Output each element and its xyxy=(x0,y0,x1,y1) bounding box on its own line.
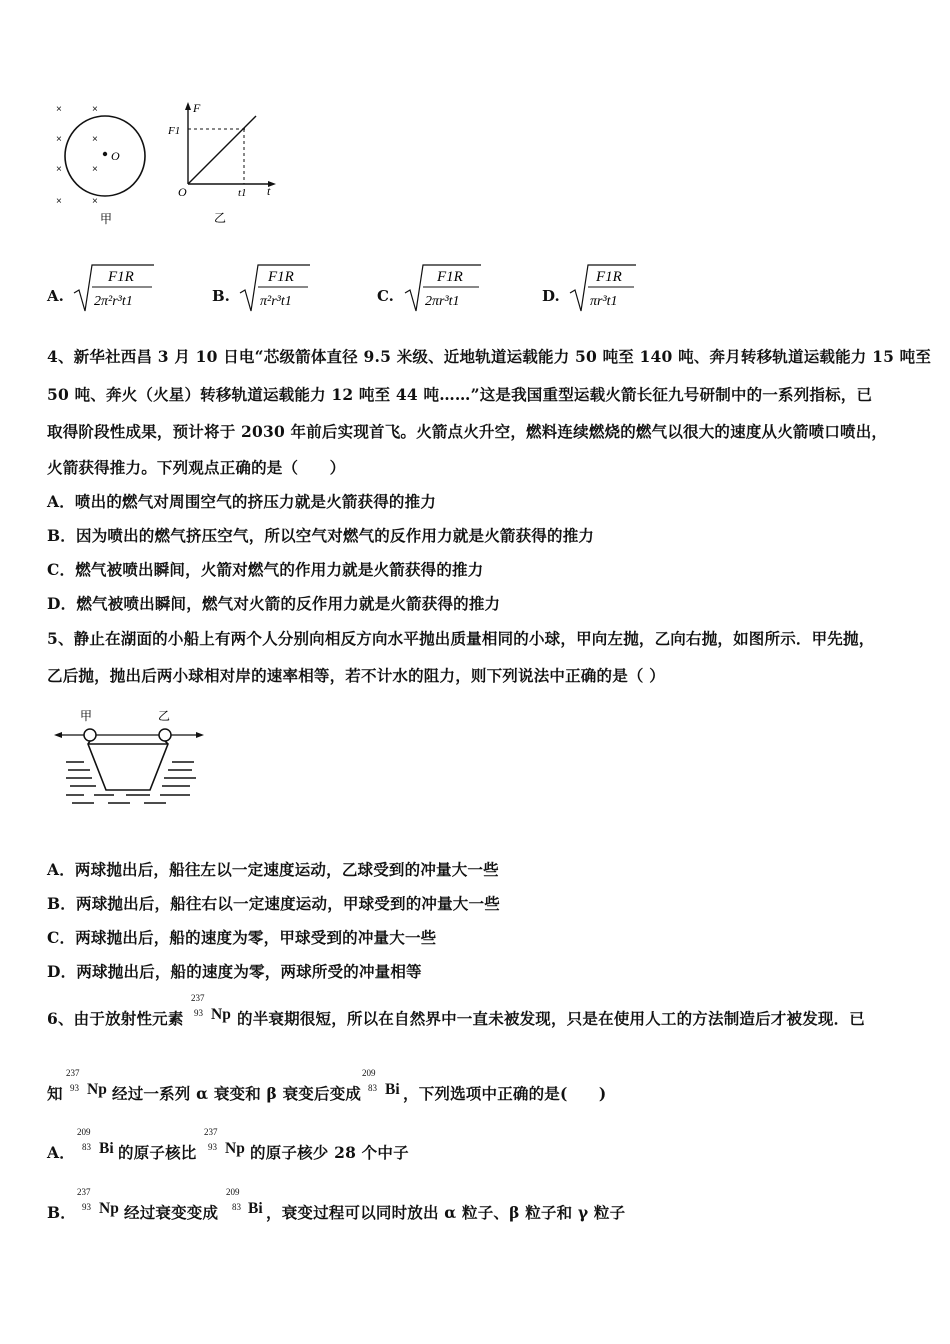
boat-hull xyxy=(88,741,168,790)
q3-option-a-label: A. xyxy=(47,287,64,305)
q5-option-b: B．两球抛出后，船往右以一定速度运动，甲球受到的冲量大一些 xyxy=(47,894,500,913)
q6-option-b-mid: 经过衰变变成 xyxy=(124,1203,219,1222)
q6-option-b-suffix: ，衰变过程可以同时放出 α 粒子、β 粒子和 γ 粒子 xyxy=(266,1203,626,1222)
q3-option-d-formula xyxy=(568,261,640,315)
q3-option-c-formula xyxy=(403,261,485,315)
force-time-graph xyxy=(168,96,286,228)
t1-label: t1 xyxy=(238,187,247,199)
svg-text:×: × xyxy=(56,196,62,207)
q6b-bi-mass: 209 xyxy=(226,1187,240,1197)
svg-text:F1R: F1R xyxy=(268,269,294,285)
q6-option-a-mid: 的原子核比 xyxy=(118,1143,197,1162)
q4-stem-line-3: 取得阶段性成果，预计将于 2030 年前后实现首飞。火箭点火升空，燃料连续燃烧的燃气以很大的速度从火箭喷口喷出， xyxy=(47,422,888,441)
q4-option-b: B．因为喷出的燃气挤压空气，所以空气对燃气的反作用力就是火箭获得的推力 xyxy=(47,526,595,545)
np-mass-number-2: 237 xyxy=(66,1068,80,1078)
q3-option-b-label: B. xyxy=(212,287,230,305)
left-arrow xyxy=(54,732,62,738)
boat-figure xyxy=(54,702,204,814)
q5-stem-line-2: 乙后抛，抛出后两小球相对岸的速率相等，若不计水的阻力，则下列说法中正确的是（ ） xyxy=(47,666,665,685)
q5-option-c: C．两球抛出后，船的速度为零，甲球受到的冲量大一些 xyxy=(47,928,437,947)
y-axis-arrow xyxy=(185,102,191,110)
origin-label: O xyxy=(178,185,187,199)
q6a-np-symbol: Np xyxy=(225,1140,245,1157)
q4-option-d: D．燃气被喷出瞬间，燃气对火箭的反作用力就是火箭获得的推力 xyxy=(47,594,501,613)
ball-left xyxy=(84,729,96,741)
q4-option-a: A．喷出的燃气对周围空气的挤压力就是火箭获得的推力 xyxy=(47,492,437,511)
boat-left-label: 甲 xyxy=(80,709,93,723)
q3-option-a-formula xyxy=(72,261,156,315)
q4-option-c: C．燃气被喷出瞬间，火箭对燃气的作用力就是火箭获得的推力 xyxy=(47,560,484,579)
q6a-np-atomic: 93 xyxy=(208,1142,217,1152)
ball-right xyxy=(159,729,171,741)
center-point xyxy=(103,152,107,156)
q6-option-b-label: B． xyxy=(47,1203,77,1222)
svg-text:π²r³t1: π²r³t1 xyxy=(260,294,292,309)
water-lines xyxy=(66,762,196,803)
right-arrow xyxy=(196,732,204,738)
np-atomic-number-2: 93 xyxy=(70,1083,79,1093)
svg-text:×: × xyxy=(56,104,62,115)
np-atomic-number: 93 xyxy=(194,1008,203,1018)
y-axis-label: F xyxy=(193,101,201,115)
q6b-np-mass: 237 xyxy=(77,1187,91,1197)
q3-option-d-label: D. xyxy=(542,287,560,305)
q6-line2-prefix: 知 xyxy=(47,1084,63,1103)
q6-line1-prefix: 6、由于放射性元素 xyxy=(47,1009,184,1028)
magnetic-field-figure xyxy=(48,98,158,230)
q5-option-a: A．两球抛出后，船往左以一定速度运动，乙球受到的冲量大一些 xyxy=(47,860,499,879)
svg-text:F1R: F1R xyxy=(596,269,622,285)
magnet-caption: 甲 xyxy=(100,212,113,226)
q4-stem-line-2: 50 吨、奔火（火星）转移轨道运载能力 12 吨至 44 吨……”这是我国重型运载火箭长征九号研制中的一系列指标，已 xyxy=(47,385,873,404)
bi-mass-number: 209 xyxy=(362,1068,376,1078)
svg-text:2π²r³t1: 2π²r³t1 xyxy=(94,294,133,309)
svg-text:×: × xyxy=(92,164,98,175)
q3-option-b-formula xyxy=(238,261,314,315)
svg-text:×: × xyxy=(56,164,62,175)
svg-text:×: × xyxy=(56,134,62,145)
q6b-bi-symbol: Bi xyxy=(248,1200,263,1217)
q6-option-a-suffix: 的原子核少 28 个中子 xyxy=(250,1143,409,1162)
q3-option-c-label: C. xyxy=(377,287,394,305)
q5-option-d: D．两球抛出后，船的速度为零，两球所受的冲量相等 xyxy=(47,962,422,981)
svg-text:×: × xyxy=(92,134,98,145)
q4-stem-line-1: 4、新华社西昌 3 月 10 日电“芯级箭体直径 9.5 米级、近地轨道运载能力 50 吨至 140 吨、奔月转移轨道运载能力 15 吨至 xyxy=(47,347,932,366)
q6-line2-suffix: ，下列选项中正确的是( ) xyxy=(403,1084,607,1103)
np-mass-number: 237 xyxy=(191,993,205,1003)
q6-line1-suffix: 的半衰期很短，所以在自然界中一直未被发现，只是在使用人工的方法制造后才被发现．已 xyxy=(237,1009,866,1028)
svg-text:F1R: F1R xyxy=(108,269,134,285)
q4-stem-line-4: 火箭获得推力。下列观点正确的是（ ） xyxy=(47,458,346,477)
q6-line2-mid: 经过一系列 α 衰变和 β 衰变后变成 xyxy=(112,1084,362,1103)
bi-symbol: Bi xyxy=(385,1081,400,1098)
bi-atomic-number: 83 xyxy=(368,1083,377,1093)
force-line xyxy=(188,116,256,184)
q6-option-a-label: A． xyxy=(47,1143,75,1162)
q6a-bi-symbol: Bi xyxy=(99,1140,114,1157)
q6a-bi-atomic: 83 xyxy=(82,1142,91,1152)
q5-stem-line-1: 5、静止在湖面的小船上有两个人分别向相反方向水平抛出质量相同的小球，甲向左抛，乙向右抛，如图所示．甲先抛， xyxy=(47,629,875,648)
center-label: O xyxy=(111,149,120,163)
q6b-np-atomic: 93 xyxy=(82,1202,91,1212)
q6b-np-symbol: Np xyxy=(99,1200,119,1217)
f1-label: F1 xyxy=(168,125,181,137)
svg-text:×: × xyxy=(92,196,98,207)
svg-text:πr³t1: πr³t1 xyxy=(590,294,618,309)
svg-text:2πr³t1: 2πr³t1 xyxy=(425,294,460,309)
svg-text:×: × xyxy=(92,104,98,115)
svg-text:F1R: F1R xyxy=(437,269,463,285)
q6a-np-mass: 237 xyxy=(204,1127,218,1137)
boat-right-label: 乙 xyxy=(158,709,171,723)
graph-caption: 乙 xyxy=(214,211,227,225)
field-crosses xyxy=(56,104,98,207)
np-symbol: Np xyxy=(211,1006,231,1023)
x-axis-label: t xyxy=(267,184,271,198)
q6a-bi-mass: 209 xyxy=(77,1127,91,1137)
q6b-bi-atomic: 83 xyxy=(232,1202,241,1212)
np-symbol-2: Np xyxy=(87,1081,107,1098)
